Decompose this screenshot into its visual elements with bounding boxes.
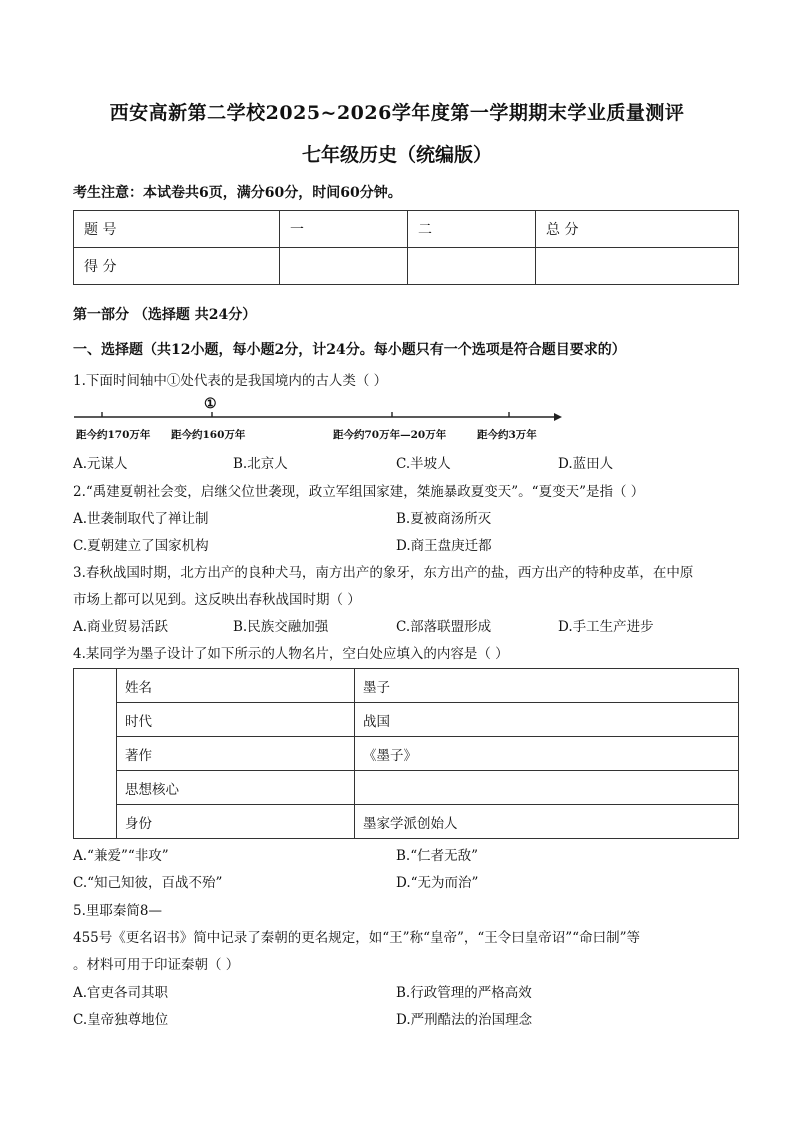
q2-stem: 2.“禹建夏朝社会变，启继父位世袭现，政立军组国家建，桀施暴政夏变天”。“夏变天”是指（ ） bbox=[73, 484, 645, 500]
card-value: 墨家学派创始人 bbox=[355, 805, 739, 839]
q2-option-b[interactable]: B.夏被商汤所灭 bbox=[396, 511, 492, 527]
card-label: 思想核心 bbox=[117, 771, 355, 805]
score-input-cell[interactable] bbox=[408, 248, 536, 285]
q4-option-d[interactable]: D.“无为而治” bbox=[396, 875, 479, 891]
timeline-label: 距今约70万年—20万年 bbox=[333, 429, 447, 441]
q4-option-b[interactable]: B.“仁者无敌” bbox=[396, 848, 479, 864]
card-label: 时代 bbox=[117, 703, 355, 737]
exam-notice: 考生注意：本试卷共6页，满分60分，时间60分钟。 bbox=[73, 185, 402, 201]
q1-option-c[interactable]: C.半坡人 bbox=[396, 456, 451, 472]
q1-option-d[interactable]: D.蓝田人 bbox=[558, 456, 614, 472]
q4-option-a[interactable]: A.“兼爱”“非攻” bbox=[73, 848, 169, 864]
card-value: 战国 bbox=[355, 703, 739, 737]
card-label: 著作 bbox=[117, 737, 355, 771]
q4-person-card bbox=[73, 668, 739, 839]
score-input-cell[interactable] bbox=[280, 248, 408, 285]
timeline-label: 距今约3万年 bbox=[477, 429, 537, 441]
q5-stem-line3: 。材料可用于印证秦朝（ ） bbox=[73, 957, 240, 973]
timeline-label: 距今约170万年 bbox=[76, 429, 151, 441]
card-value: 《墨子》 bbox=[355, 737, 739, 771]
q1-option-a[interactable]: A.元谋人 bbox=[73, 456, 128, 472]
q5-option-c[interactable]: C.皇帝独尊地位 bbox=[73, 1012, 169, 1028]
q1-stem: 1.下面时间轴中①处代表的是我国境内的古人类（ ） bbox=[73, 373, 388, 389]
score-cell: 题 号 bbox=[74, 211, 280, 248]
q4-stem: 4.某同学为墨子设计了如下所示的人物名片，空白处应填入的内容是（ ） bbox=[73, 646, 509, 662]
section-instruction: 一、选择题（共12小题，每小题2分，计24分。每小题只有一个选项是符合题目要求的） bbox=[73, 342, 626, 358]
card-portrait-cell bbox=[74, 669, 117, 839]
q5-stem-line1: 5.里耶秦简8— bbox=[73, 903, 162, 919]
timeline-arrow-icon bbox=[554, 413, 562, 421]
q3-option-a[interactable]: A.商业贸易活跃 bbox=[73, 619, 169, 635]
score-cell: 总 分 bbox=[536, 211, 739, 248]
q5-option-b[interactable]: B.行政管理的严格高效 bbox=[396, 985, 532, 1001]
q1-option-b[interactable]: B.北京人 bbox=[233, 456, 288, 472]
exam-subtitle: 七年级历史（统编版） bbox=[301, 144, 492, 166]
card-value: 墨子 bbox=[355, 669, 739, 703]
score-table-header-row bbox=[74, 211, 739, 248]
q4-option-c[interactable]: C.“知己知彼，百战不殆” bbox=[73, 875, 223, 891]
score-table bbox=[73, 210, 739, 285]
exam-title: 西安高新第二学校2025~2026学年度第一学期期末学业质量测评 bbox=[109, 102, 685, 124]
score-cell: 二 bbox=[408, 211, 536, 248]
q5-option-d[interactable]: D.严刑酷法的治国理念 bbox=[396, 1012, 533, 1028]
card-label: 姓名 bbox=[117, 669, 355, 703]
q3-stem-line2: 市场上都可以见到。这反映出春秋战国时期（ ） bbox=[73, 592, 361, 608]
q1-marker: ① bbox=[204, 396, 217, 412]
card-blank-value bbox=[355, 771, 739, 805]
q3-option-c[interactable]: C.部落联盟形成 bbox=[396, 619, 492, 635]
score-table-score-row bbox=[74, 248, 739, 285]
card-label: 身份 bbox=[117, 805, 355, 839]
card-row bbox=[74, 669, 739, 703]
q2-option-c[interactable]: C.夏朝建立了国家机构 bbox=[73, 538, 209, 554]
card-row bbox=[74, 737, 739, 771]
q3-option-d[interactable]: D.手工生产进步 bbox=[558, 619, 654, 635]
q3-stem-line1: 3.春秋战国时期，北方出产的良种犬马，南方出产的象牙，东方出产的盐，西方出产的特种皮革，在中原 bbox=[73, 565, 694, 581]
card-row bbox=[74, 805, 739, 839]
q5-stem-line2: 455号《更名诏书》简中记录了秦朝的更名规定，如“王”称“皇帝”，“王令曰皇帝诏”“命曰制”等 bbox=[73, 930, 640, 946]
score-input-cell[interactable] bbox=[536, 248, 739, 285]
q5-option-a[interactable]: A.官吏各司其职 bbox=[73, 985, 169, 1001]
score-cell: 得 分 bbox=[74, 248, 280, 285]
timeline-label: 距今约160万年 bbox=[171, 429, 246, 441]
score-cell: 一 bbox=[280, 211, 408, 248]
q2-option-d[interactable]: D.商王盘庚迁都 bbox=[396, 538, 492, 554]
q3-option-b[interactable]: B.民族交融加强 bbox=[233, 619, 329, 635]
card-row bbox=[74, 703, 739, 737]
part-heading: 第一部分 （选择题 共24分） bbox=[73, 307, 257, 323]
q2-option-a[interactable]: A.世袭制取代了禅让制 bbox=[73, 511, 209, 527]
card-row bbox=[74, 771, 739, 805]
